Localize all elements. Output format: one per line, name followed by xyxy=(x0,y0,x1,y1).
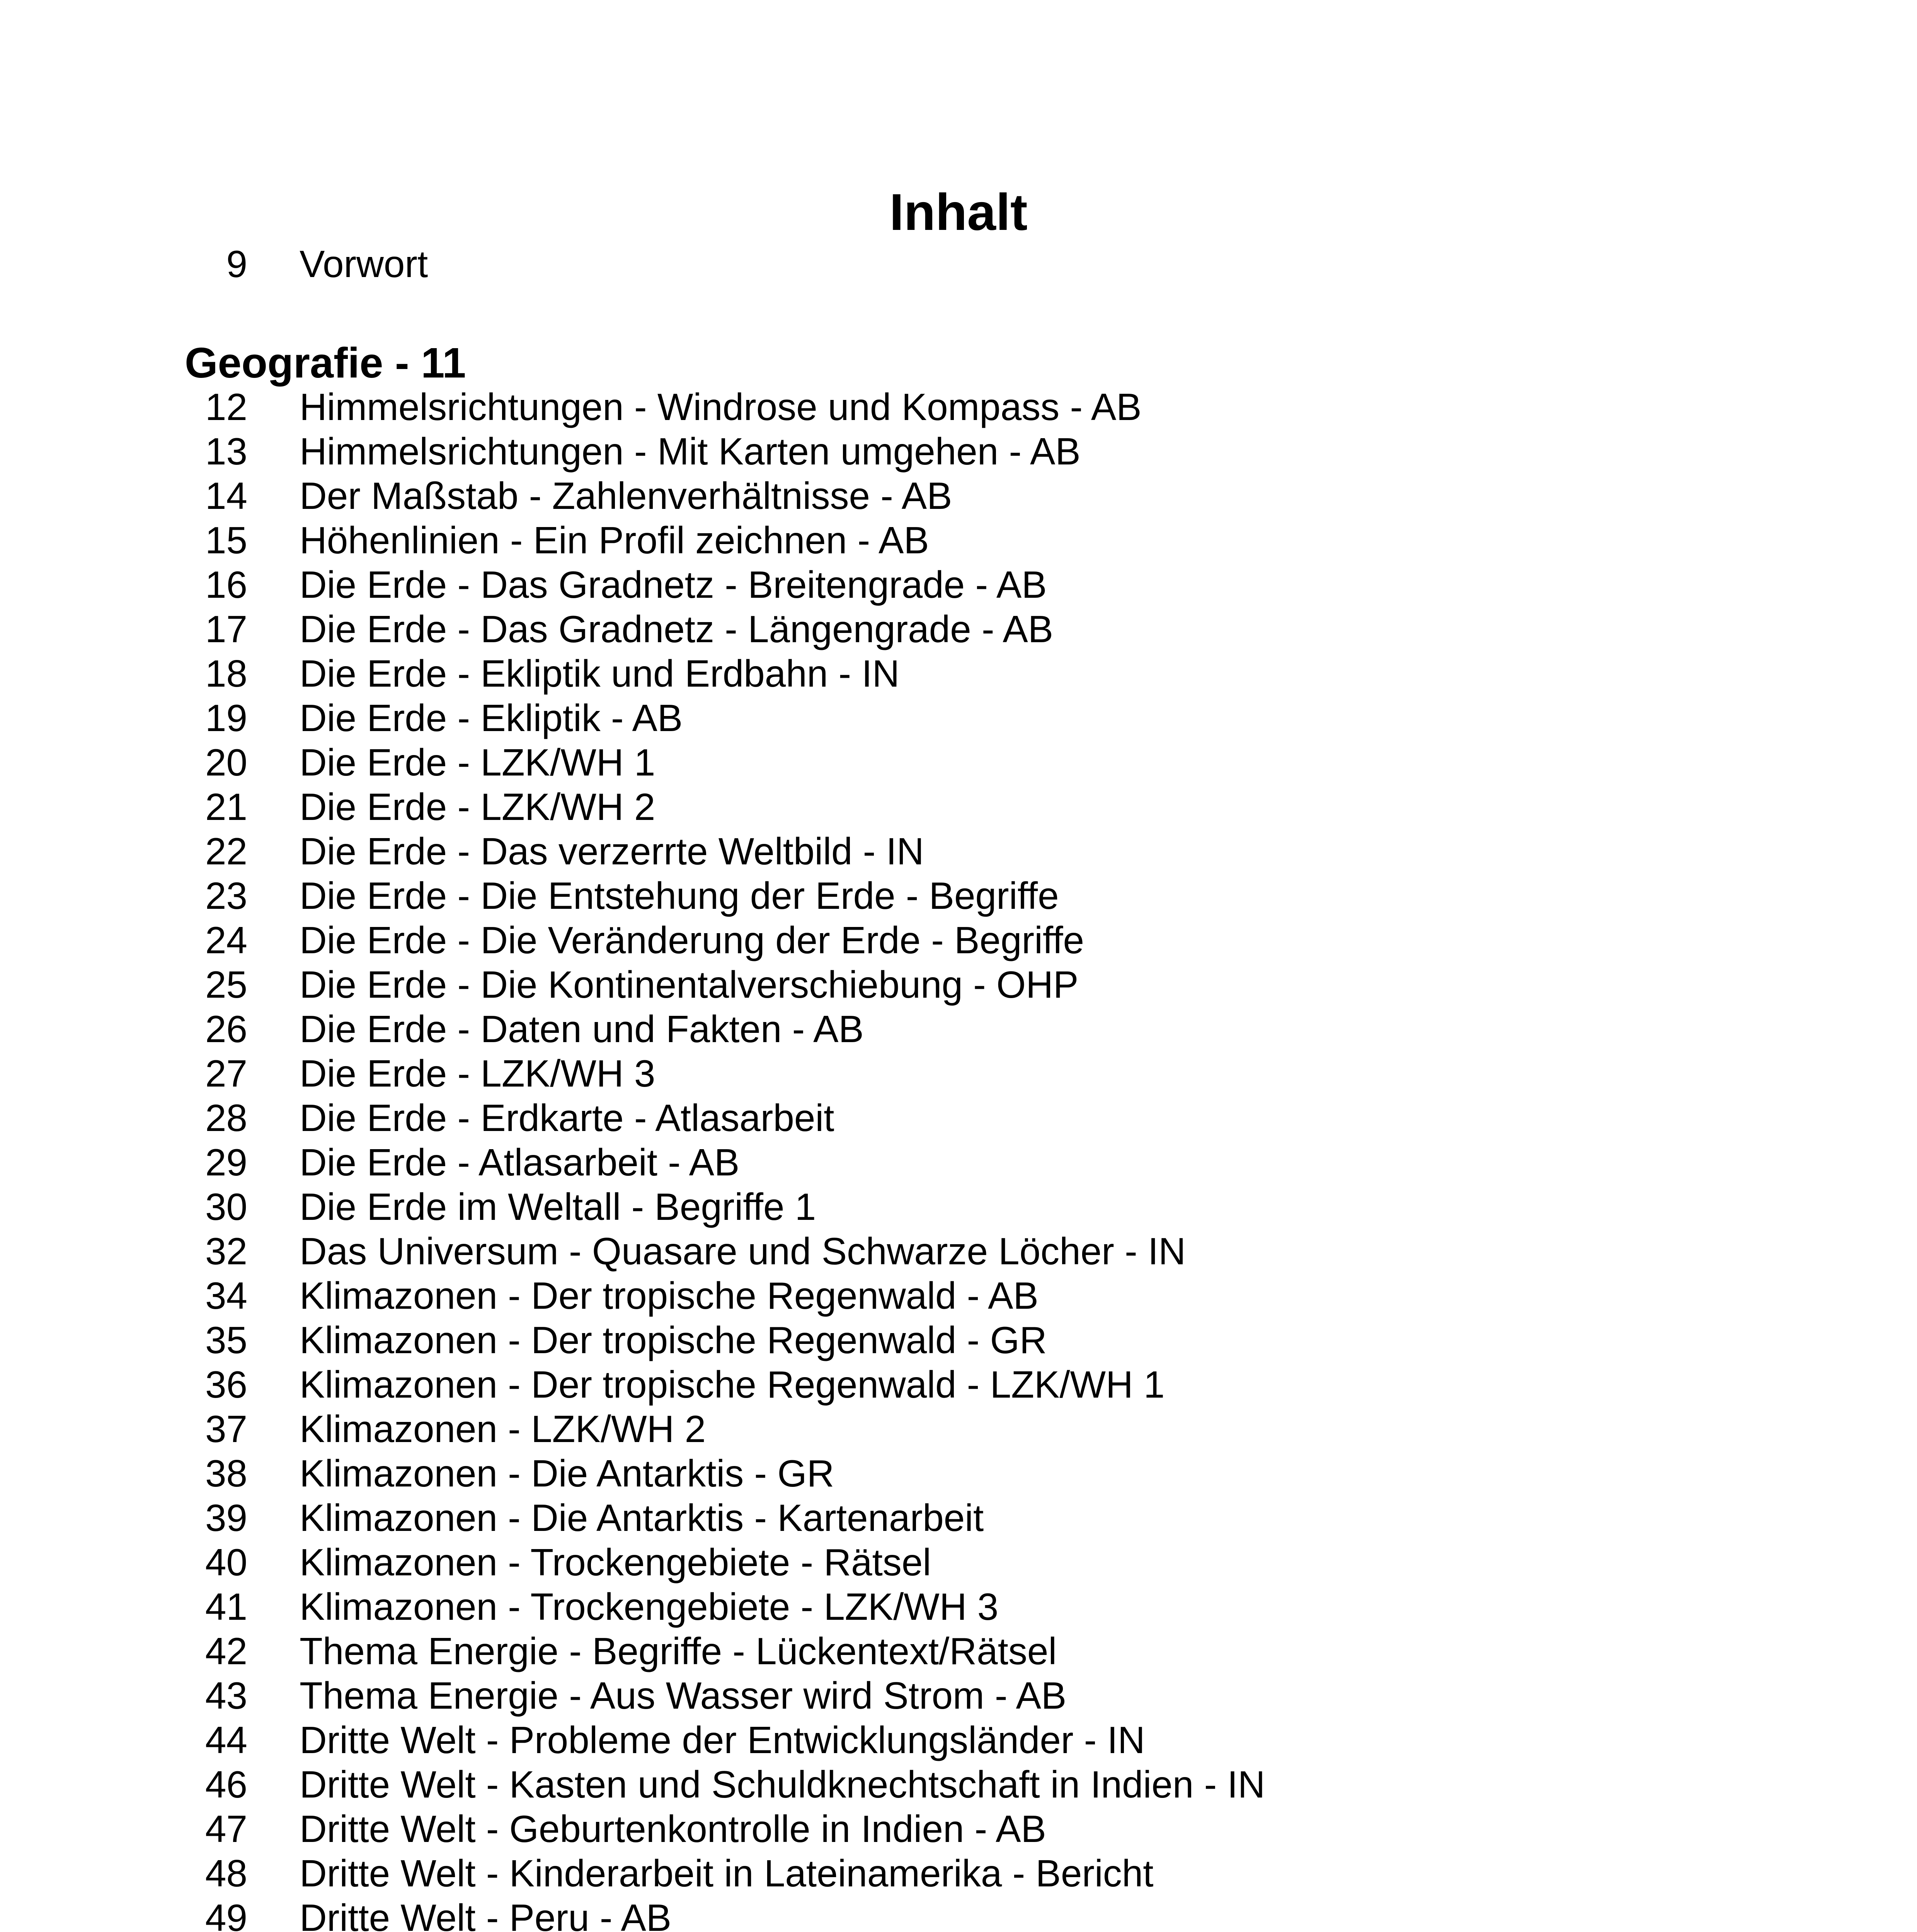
toc-page-number: 20 xyxy=(205,741,247,784)
toc-entry-title: Die Erde - Daten und Fakten - AB xyxy=(300,1008,864,1050)
toc-entry xyxy=(0,1451,1917,1496)
toc-entry xyxy=(0,1273,1917,1318)
toc-entry xyxy=(0,1007,1917,1051)
toc-entry xyxy=(0,829,1917,874)
toc-entry xyxy=(0,429,1917,474)
toc-entry-title: Die Erde - LZK/WH 3 xyxy=(300,1052,655,1095)
toc-page-number: 34 xyxy=(205,1274,247,1317)
toc-page-number: 9 xyxy=(226,243,247,285)
toc-page-number: 12 xyxy=(205,386,247,428)
toc-entry-title: Die Erde - LZK/WH 2 xyxy=(300,786,655,828)
toc-entry-title: Klimazonen - Die Antarktis - GR xyxy=(300,1452,834,1495)
toc-entry xyxy=(0,1406,1917,1451)
toc-page-number: 43 xyxy=(205,1674,247,1717)
toc-entry xyxy=(0,962,1917,1007)
toc-entry-title: Die Erde - LZK/WH 1 xyxy=(300,741,655,784)
toc-page-number: 37 xyxy=(205,1408,247,1450)
toc-page-number: 25 xyxy=(205,963,247,1006)
toc-entry xyxy=(0,918,1917,963)
toc-entry xyxy=(0,1184,1917,1229)
toc-entry-title: Die Erde im Weltall - Begriffe 1 xyxy=(300,1185,816,1228)
toc-page-number: 47 xyxy=(205,1808,247,1850)
toc-entry xyxy=(0,1806,1917,1851)
toc-page-number: 17 xyxy=(205,608,247,650)
toc-entry xyxy=(0,1362,1917,1407)
toc-entry-title: Klimazonen - Die Antarktis - Kartenarbeit xyxy=(300,1497,984,1539)
toc-page-number: 32 xyxy=(205,1230,247,1272)
toc-page-number: 13 xyxy=(205,430,247,473)
toc-entry xyxy=(0,562,1917,607)
toc-entry xyxy=(0,1051,1917,1096)
toc-entry xyxy=(0,1762,1917,1807)
toc-page-number: 23 xyxy=(205,874,247,917)
toc-page-number: 19 xyxy=(205,697,247,739)
toc-page-number: 29 xyxy=(205,1141,247,1184)
toc-entry-title: Die Erde - Ekliptik und Erdbahn - IN xyxy=(300,652,900,695)
toc-entry-title: Thema Energie - Begriffe - Lückentext/Rätsel xyxy=(300,1630,1057,1672)
toc-entry-title: Die Erde - Die Kontinentalverschiebung - OHP xyxy=(300,963,1079,1006)
toc-entry-title: Die Erde - Das verzerrte Weltbild - IN xyxy=(300,830,924,872)
toc-entry xyxy=(0,1318,1917,1362)
toc-entry-title: Dritte Welt - Probleme der Entwicklungsländer - IN xyxy=(300,1719,1145,1761)
toc-entry-title: Die Erde - Erdkarte - Atlasarbeit xyxy=(300,1097,834,1139)
toc-entry-title: Höhenlinien - Ein Profil zeichnen - AB xyxy=(300,519,929,561)
toc-page-number: 40 xyxy=(205,1541,247,1583)
toc-page-number: 44 xyxy=(205,1719,247,1761)
toc-entry xyxy=(0,1851,1917,1896)
toc-entry-title: Dritte Welt - Kinderarbeit in Lateinamerika - Bericht xyxy=(300,1852,1154,1895)
toc-entry-title: Die Erde - Ekliptik - AB xyxy=(300,697,683,739)
toc-page-number: 38 xyxy=(205,1452,247,1495)
toc-page-number: 27 xyxy=(205,1052,247,1095)
toc-page-number: 26 xyxy=(205,1008,247,1050)
toc-entry xyxy=(0,1229,1917,1274)
toc-entry-title: Klimazonen - Trockengebiete - Rätsel xyxy=(300,1541,931,1583)
toc-entry-title: Das Universum - Quasare und Schwarze Löcher - IN xyxy=(300,1230,1186,1272)
toc-entry xyxy=(0,1629,1917,1673)
toc-entry xyxy=(0,696,1917,740)
toc-entry xyxy=(0,1095,1917,1140)
toc-entry xyxy=(0,873,1917,918)
toc-entry xyxy=(0,242,1917,286)
toc-entry xyxy=(0,518,1917,563)
toc-page-number: 42 xyxy=(205,1630,247,1672)
toc-entry-title: Himmelsrichtungen - Mit Karten umgehen - AB xyxy=(300,430,1081,473)
toc-entry xyxy=(0,1673,1917,1718)
toc-entry xyxy=(0,784,1917,829)
toc-entry xyxy=(0,651,1917,696)
toc-entry xyxy=(0,1895,1917,1932)
toc-page-number: 15 xyxy=(205,519,247,561)
toc-entry xyxy=(0,1140,1917,1185)
toc-page-number: 36 xyxy=(205,1363,247,1406)
toc-entry-title: Klimazonen - Der tropische Regenwald - AB xyxy=(300,1274,1039,1317)
toc-entry-title: Vorwort xyxy=(300,243,428,285)
toc-entry-title: Dritte Welt - Geburtenkontrolle in Indien - AB xyxy=(300,1808,1046,1850)
toc-entry xyxy=(0,473,1917,518)
toc-entry xyxy=(0,1584,1917,1629)
toc-page-number: 22 xyxy=(205,830,247,872)
toc-page-number: 35 xyxy=(205,1319,247,1361)
toc-entry xyxy=(0,1718,1917,1762)
toc-entry xyxy=(0,740,1917,785)
toc-page-number: 16 xyxy=(205,563,247,606)
toc-page-number: 14 xyxy=(205,474,247,517)
toc-entry-title: Himmelsrichtungen - Windrose und Kompass - AB xyxy=(300,386,1142,428)
toc-page-number: 24 xyxy=(205,919,247,961)
toc-page-number: 49 xyxy=(205,1896,247,1932)
toc-entry xyxy=(0,1540,1917,1585)
toc-entry-title: Die Erde - Die Entstehung der Erde - Begriffe xyxy=(300,874,1059,917)
toc-entry-title: Dritte Welt - Peru - AB xyxy=(300,1896,672,1932)
toc-entry xyxy=(0,1495,1917,1540)
toc-entry-title: Die Erde - Die Veränderung der Erde - Begriffe xyxy=(300,919,1084,961)
toc-page-number: 41 xyxy=(205,1585,247,1628)
toc-page-number: 28 xyxy=(205,1097,247,1139)
toc-page-number: 48 xyxy=(205,1852,247,1895)
toc-entry-title: Thema Energie - Aus Wasser wird Strom - AB xyxy=(300,1674,1067,1717)
toc-entry-title: Die Erde - Das Gradnetz - Breitengrade - AB xyxy=(300,563,1047,606)
toc-page-number: 39 xyxy=(205,1497,247,1539)
toc-page-number: 46 xyxy=(205,1763,247,1806)
toc-entry xyxy=(0,607,1917,651)
toc-page-number: 21 xyxy=(205,786,247,828)
toc-entry-title: Klimazonen - Trockengebiete - LZK/WH 3 xyxy=(300,1585,999,1628)
toc-entry-title: Klimazonen - Der tropische Regenwald - LZK/WH 1 xyxy=(300,1363,1165,1406)
toc-entry-title: Klimazonen - LZK/WH 2 xyxy=(300,1408,706,1450)
toc-entry-title: Dritte Welt - Kasten und Schuldknechtschaft in Indien - IN xyxy=(300,1763,1265,1806)
toc-entry-title: Die Erde - Atlasarbeit - AB xyxy=(300,1141,740,1184)
section-heading: Geografie - 11 xyxy=(185,339,466,387)
toc-entry-title: Der Maßstab - Zahlenverhältnisse - AB xyxy=(300,474,952,517)
toc-page-number: 18 xyxy=(205,652,247,695)
toc-page-number: 30 xyxy=(205,1185,247,1228)
toc-entry-title: Die Erde - Das Gradnetz - Längengrade - AB xyxy=(300,608,1054,650)
page-title: Inhalt xyxy=(889,184,1028,241)
toc-entry-title: Klimazonen - Der tropische Regenwald - GR xyxy=(300,1319,1047,1361)
toc-entry xyxy=(0,384,1917,429)
